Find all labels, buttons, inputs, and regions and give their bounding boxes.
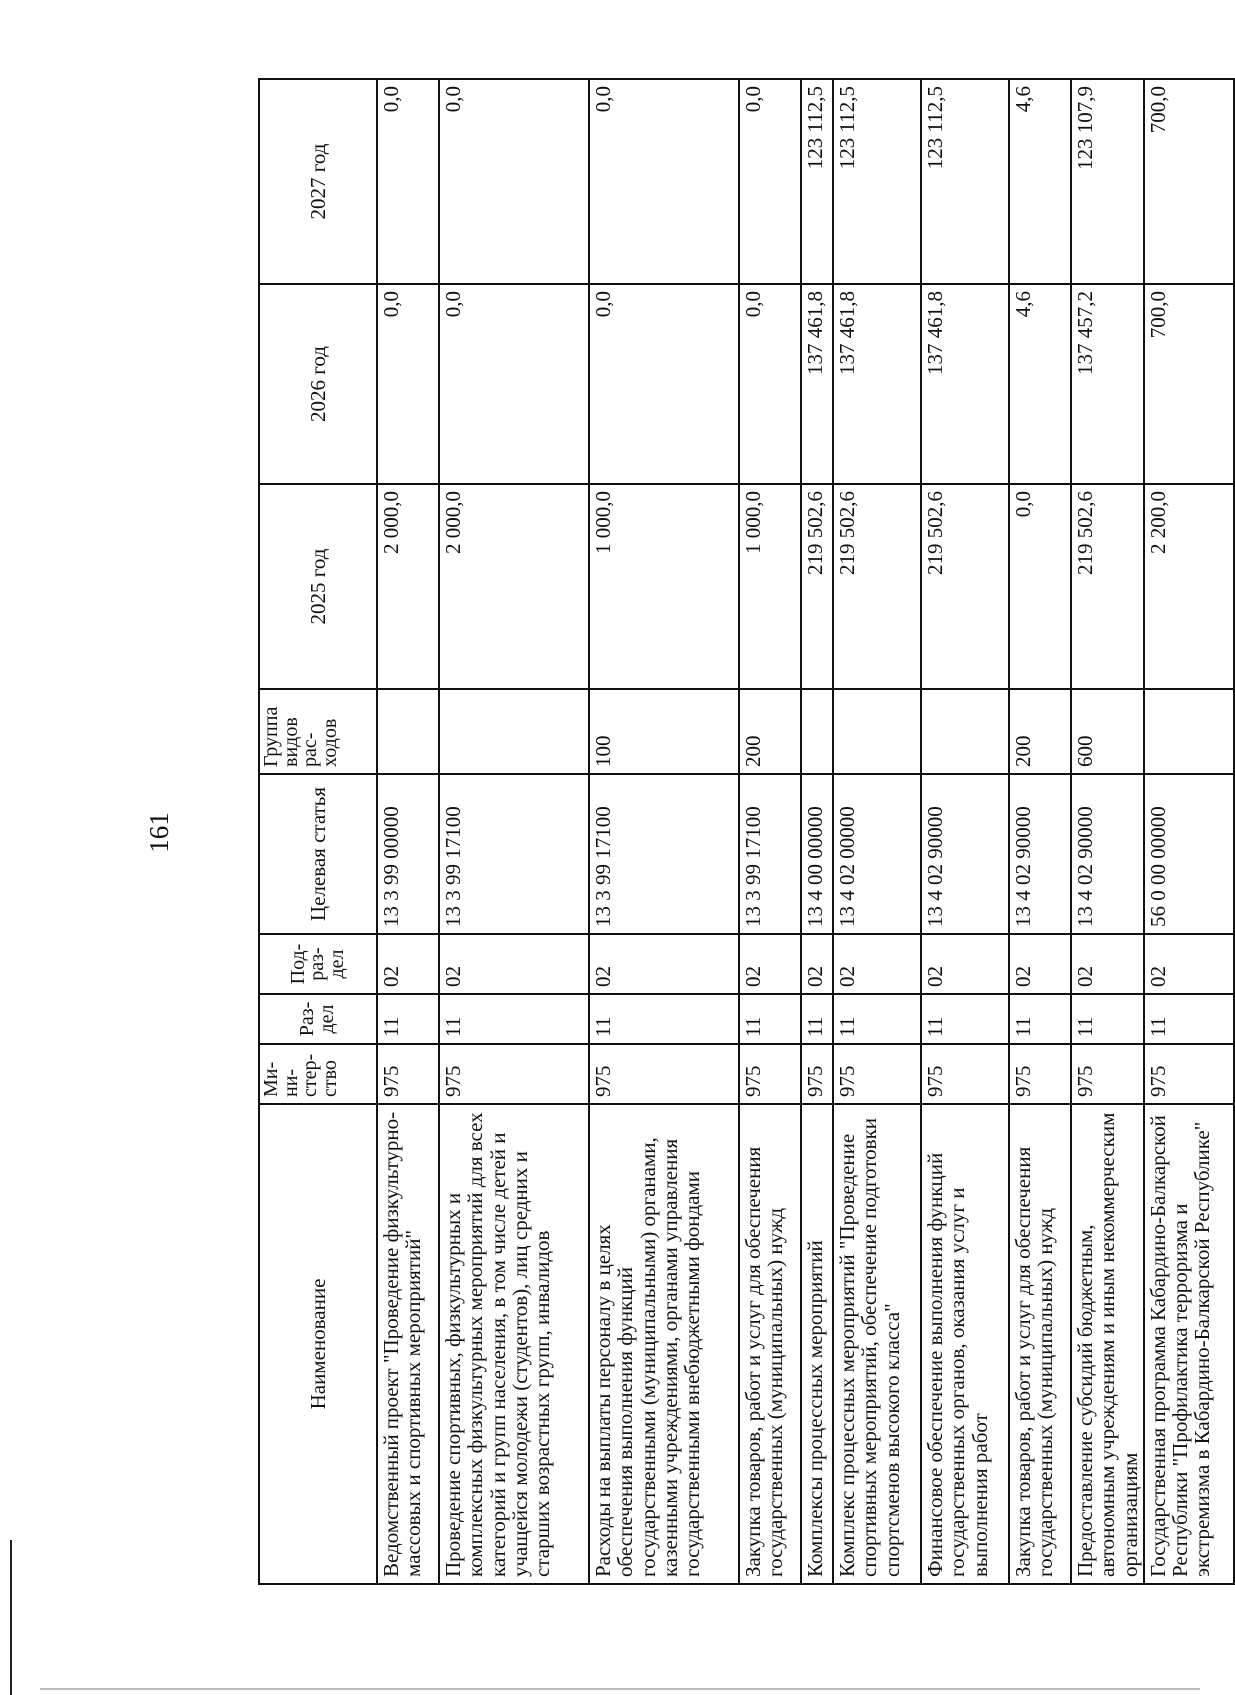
- scan-edge-line-left: [10, 1540, 12, 1695]
- rotated-page-content: [140, 80, 1215, 1585]
- row-2027: 0,0: [439, 79, 589, 284]
- row-ministry: 975: [377, 1044, 439, 1104]
- row-name: Закупка товаров, работ и услуг для обеспечения государственных (муниципальных) нужд: [1009, 1104, 1071, 1584]
- table-header-row: [259, 79, 377, 1584]
- row-section: 11: [921, 994, 1009, 1044]
- row-2025: 219 502,6: [1071, 484, 1144, 689]
- row-target: 13 4 02 00000: [833, 774, 921, 934]
- row-name: Предоставление субсидий бюджетным, автономным учреждениям и иным некоммерческим организациям: [1071, 1104, 1144, 1584]
- row-section: 11: [801, 994, 833, 1044]
- row-ministry: 975: [589, 1044, 739, 1104]
- row-subsection: 02: [439, 934, 589, 994]
- row-2026: 0,0: [377, 284, 439, 484]
- budget-table: [258, 78, 1235, 1585]
- header-2027: 2027 год: [259, 79, 377, 284]
- row-2025: 219 502,6: [921, 484, 1009, 689]
- row-ministry: 975: [1144, 1044, 1234, 1104]
- row-2027: 123 112,5: [801, 79, 833, 284]
- row-subsection: 02: [1144, 934, 1234, 994]
- row-name: Расходы на выплаты персоналу в целях обеспечения выполнения функций государственными (муниципальными) органами, казенными учреждениями, органами управления государственными внебюджетными фондами: [589, 1104, 739, 1584]
- row-2025: 219 502,6: [833, 484, 921, 689]
- table-row: [377, 79, 439, 1584]
- header-expense-group: Группа видов рас-ходов: [259, 689, 377, 774]
- row-target: 56 0 00 00000: [1144, 774, 1234, 934]
- row-subsection: 02: [1009, 934, 1071, 994]
- row-target: 13 3 99 17100: [739, 774, 801, 934]
- row-target: 13 4 02 90000: [1071, 774, 1144, 934]
- row-2027: 123 107,9: [1071, 79, 1144, 284]
- row-2027: 0,0: [377, 79, 439, 284]
- row-2026: 137 461,8: [921, 284, 1009, 484]
- table-row: [1071, 79, 1144, 1584]
- row-ministry: 975: [833, 1044, 921, 1104]
- row-expense-group: [1144, 689, 1234, 774]
- row-section: 11: [739, 994, 801, 1044]
- row-name: Закупка товаров, работ и услуг для обеспечения государственных (муниципальных) нужд: [739, 1104, 801, 1584]
- table-row: [833, 79, 921, 1584]
- header-ministry: Ми-ни-стер-ство: [259, 1044, 377, 1104]
- row-2026: 4,6: [1009, 284, 1071, 484]
- row-name: Ведомственный проект "Проведение физкультурно-массовых и спортивных мероприятий": [377, 1104, 439, 1584]
- row-name: Комплекс процессных мероприятий "Проведение спортивных мероприятий, обеспечение подготовки спортсменов высокого класса": [833, 1104, 921, 1584]
- row-target: 13 4 02 90000: [1009, 774, 1071, 934]
- row-section: 11: [1009, 994, 1071, 1044]
- row-expense-group: 600: [1071, 689, 1144, 774]
- row-2025: 219 502,6: [801, 484, 833, 689]
- header-name: Наименование: [259, 1104, 377, 1584]
- row-expense-group: [833, 689, 921, 774]
- row-subsection: 02: [833, 934, 921, 994]
- row-name: Проведение спортивных, физкультурных и комплексных физкультурных мероприятий для всех категорий и групп населения, в том числе детей и учащейся молодежи (студентов), лиц средних и старших возрастных групп, инвалидов: [439, 1104, 589, 1584]
- row-section: 11: [1071, 994, 1144, 1044]
- row-section: 11: [1144, 994, 1234, 1044]
- row-2026: 137 457,2: [1071, 284, 1144, 484]
- row-2026: 0,0: [739, 284, 801, 484]
- scan-edge-line-bottom: [40, 1688, 1200, 1690]
- row-2027: 0,0: [589, 79, 739, 284]
- table-row: [1009, 79, 1071, 1584]
- row-ministry: 975: [1071, 1044, 1144, 1104]
- row-expense-group: [921, 689, 1009, 774]
- table-row: [801, 79, 833, 1584]
- row-subsection: 02: [589, 934, 739, 994]
- row-expense-group: 200: [1009, 689, 1071, 774]
- row-2025: 2 000,0: [439, 484, 589, 689]
- row-2025: 2 200,0: [1144, 484, 1234, 689]
- row-target: 13 3 99 17100: [439, 774, 589, 934]
- row-subsection: 02: [1071, 934, 1144, 994]
- row-2027: 4,6: [1009, 79, 1071, 284]
- header-section: Раз-дел: [259, 994, 377, 1044]
- row-expense-group: 200: [739, 689, 801, 774]
- row-ministry: 975: [1009, 1044, 1071, 1104]
- row-name: Государственная программа Кабардино-Балкарской Республики "Профилактика терроризма и экстремизма в Кабардино-Балкарской Республике": [1144, 1104, 1234, 1584]
- row-ministry: 975: [921, 1044, 1009, 1104]
- table-row: [921, 79, 1009, 1584]
- row-2025: 1 000,0: [589, 484, 739, 689]
- row-section: 11: [377, 994, 439, 1044]
- table-row: [1144, 79, 1234, 1584]
- row-ministry: 975: [801, 1044, 833, 1104]
- table-row: [739, 79, 801, 1584]
- row-2025: 0,0: [1009, 484, 1071, 689]
- row-2025: 2 000,0: [377, 484, 439, 689]
- row-expense-group: 100: [589, 689, 739, 774]
- row-section: 11: [589, 994, 739, 1044]
- page-number: 161: [144, 812, 174, 853]
- row-name: Комплексы процессных мероприятий: [801, 1104, 833, 1584]
- row-2027: 700,0: [1144, 79, 1234, 284]
- row-2026: 700,0: [1144, 284, 1234, 484]
- row-section: 11: [439, 994, 589, 1044]
- row-subsection: 02: [739, 934, 801, 994]
- row-target: 13 4 02 90000: [921, 774, 1009, 934]
- row-2026: 0,0: [439, 284, 589, 484]
- row-target: 13 4 00 00000: [801, 774, 833, 934]
- row-expense-group: [439, 689, 589, 774]
- header-target: Целевая статья: [259, 774, 377, 934]
- row-2026: 137 461,8: [801, 284, 833, 484]
- header-2025: 2025 год: [259, 484, 377, 689]
- table-row: [439, 79, 589, 1584]
- header-subsection: Под-раз-дел: [259, 934, 377, 994]
- row-expense-group: [801, 689, 833, 774]
- row-target: 13 3 99 00000: [377, 774, 439, 934]
- row-section: 11: [833, 994, 921, 1044]
- row-ministry: 975: [439, 1044, 589, 1104]
- row-subsection: 02: [921, 934, 1009, 994]
- row-name: Финансовое обеспечение выполнения функций государственных органов, оказания услуг и выполнения работ: [921, 1104, 1009, 1584]
- row-2025: 1 000,0: [739, 484, 801, 689]
- row-subsection: 02: [801, 934, 833, 994]
- row-2026: 137 461,8: [833, 284, 921, 484]
- row-subsection: 02: [377, 934, 439, 994]
- table-body: [377, 79, 1234, 1584]
- header-2026: 2026 год: [259, 284, 377, 484]
- row-2026: 0,0: [589, 284, 739, 484]
- row-2027: 123 112,5: [921, 79, 1009, 284]
- table-row: [589, 79, 739, 1584]
- row-ministry: 975: [739, 1044, 801, 1104]
- row-target: 13 3 99 17100: [589, 774, 739, 934]
- row-2027: 123 112,5: [833, 79, 921, 284]
- row-expense-group: [377, 689, 439, 774]
- row-2027: 0,0: [739, 79, 801, 284]
